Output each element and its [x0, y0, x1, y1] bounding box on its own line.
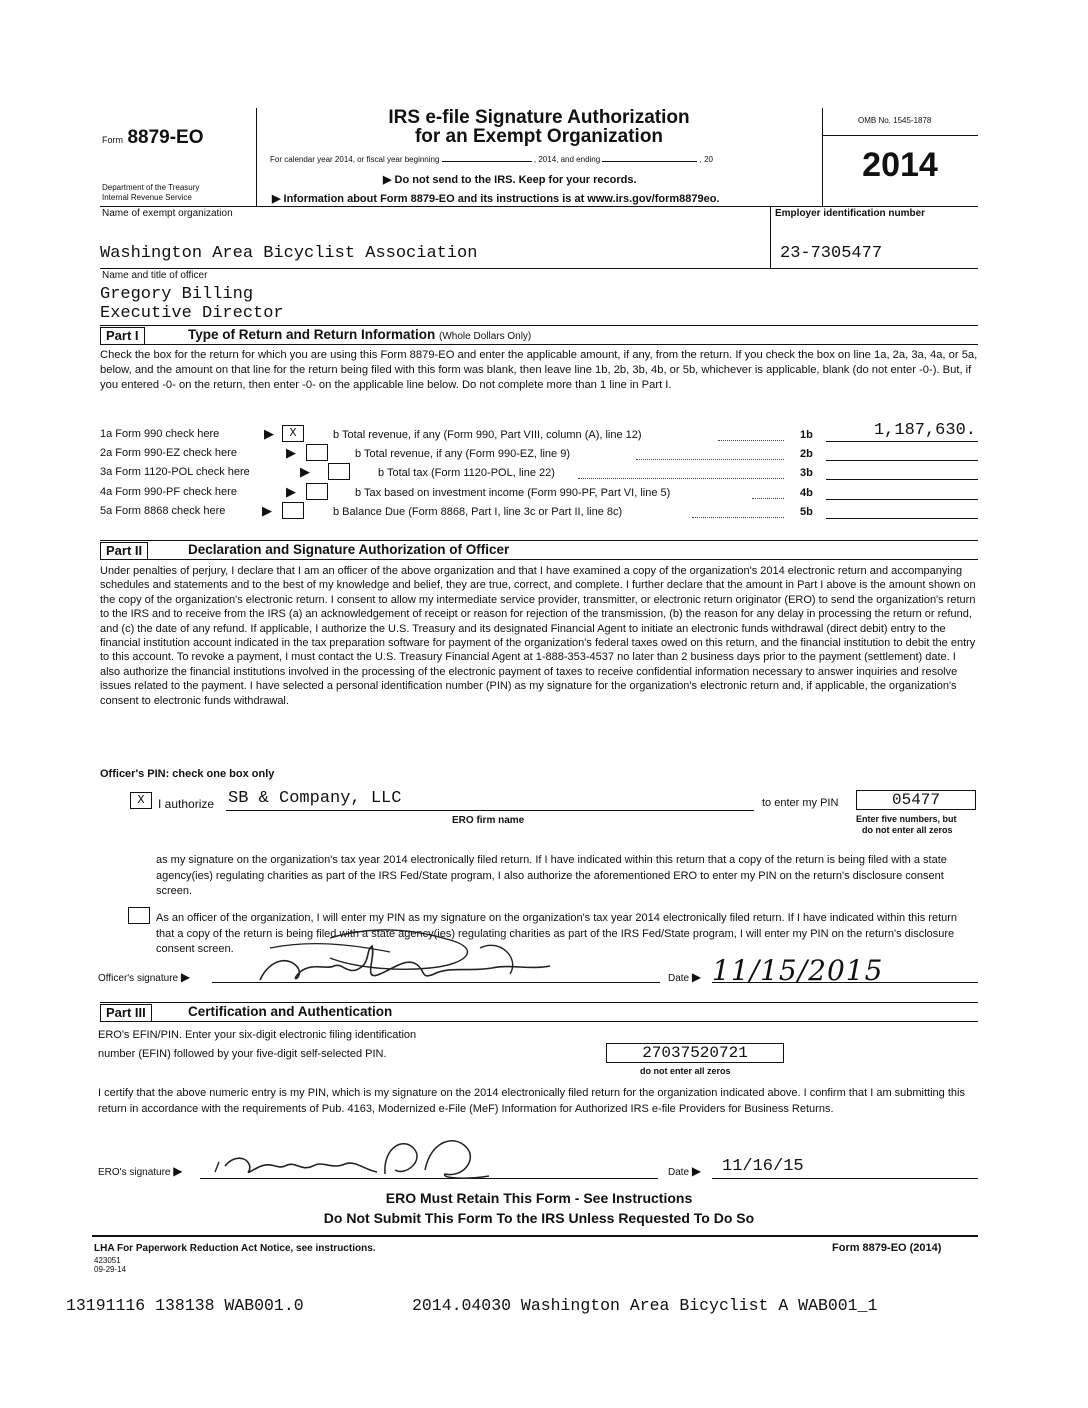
arrow-right-icon: ▶	[383, 174, 392, 186]
lha-notice: LHA For Paperwork Reduction Act Notice, see instructions.	[94, 1243, 376, 1254]
line-5b-underline[interactable]	[826, 518, 978, 519]
officer-signature-text: Officer's signature	[98, 973, 179, 984]
line-2b-number: 2b	[800, 448, 813, 460]
retain-notice-1: ERO Must Retain This Form - See Instructions	[385, 1190, 693, 1206]
line-1b-amount[interactable]: 1,187,630.	[873, 421, 976, 440]
line-2b-label: b Total revenue, if any (Form 990-EZ, line 9)	[355, 448, 571, 460]
retain-notice-2: Do Not Submit This Form To the IRS Unless Requested To Do So	[323, 1210, 755, 1226]
ero-date-line	[712, 1178, 978, 1179]
footer-form-ref: Form 8879-EO (2014)	[832, 1242, 942, 1254]
line-1b-number: 1b	[800, 429, 813, 441]
ero-signature	[205, 1126, 505, 1186]
line-3a-checkbox[interactable]	[328, 463, 350, 480]
line-2a-checkbox[interactable]	[306, 444, 328, 461]
part1-title-text: Type of Return and Return Information	[188, 327, 436, 342]
line-4b-number: 4b	[800, 487, 813, 499]
calendar-year-line	[270, 155, 810, 164]
officer-date-text: Date	[668, 973, 690, 984]
part3-title: Certification and Authentication	[188, 1004, 393, 1019]
part1-title-note: (Whole Dollars Only)	[439, 331, 532, 342]
ero-firm-underline	[226, 810, 754, 811]
ero-date-text: Date	[668, 1167, 690, 1178]
part3-title-border	[100, 1021, 978, 1022]
part2-declaration: Under penalties of perjury, I declare that I am an officer of the above organization and that I have examined a copy of the organization's 2014 electronic return and accompanying schedules and statements and to the best of my knowledge and belief, they are true, correct, and complete. I further declare that the amount in Part I above is the amount shown on the copy of the organization's electronic return. I consent to allow my intermediate service provider, transmitter, or electronic return originator (ERO) to send the organization's return to the IRS and to receive from the IRS (a) an acknowledgement of receipt or reason for rejection of the transmission, (b) the reason for any delay in processing the return or refund, and (c) the date of any refund. If applicable, I authorize the U.S. Treasury and its designated Financial Agent to initiate an electronic funds withdrawal (direct debit) entry to the financial institution account indicated in the tax preparation software for payment of the organization's federal taxes owed on this return, and the financial institution to debit the entry to this account. To revoke a payment, I must contact the U.S. Treasury Financial Agent at 1-888-353-4537 no later than 2 business days prior to the payment (settlement) date. I also authorize the financial institutions involved in the processing of the electronic payment of taxes to receive confidential information necessary to answer inquiries and resolve issues related to the payment. I have selected a personal identification number (PIN) as my signature for the organization's electronic return and, if applicable, the organization's consent to electronic funds withdrawal.	[100, 565, 976, 707]
omb-divider	[822, 135, 978, 136]
officer-signature-label	[98, 970, 190, 984]
omb-number: OMB No. 1545-1878	[858, 116, 932, 125]
org-top-border	[100, 206, 978, 207]
ero-signature-label	[98, 1164, 183, 1178]
info-line	[272, 192, 720, 205]
line-5a-label: 5a Form 8868 check here	[100, 505, 226, 517]
ero-date-label	[668, 1164, 701, 1178]
to-enter-pin-label: to enter my PIN	[762, 797, 839, 809]
arrow-right-icon: ▶	[272, 193, 281, 205]
arrow-right-icon: ▶	[286, 484, 296, 499]
officer-date-line	[712, 982, 978, 983]
org-name-value: Washington Area Bicyclist Association	[100, 244, 478, 263]
form-prefix: Form	[102, 135, 123, 145]
line-1a-label: 1a Form 990 check here	[100, 428, 220, 440]
i-authorize-label: I authorize	[158, 797, 215, 811]
line-5b-number: 5b	[800, 506, 813, 518]
ein-label: Employer identification number	[775, 208, 926, 219]
form-code-1: 423051	[94, 1256, 121, 1265]
efin-note: do not enter all zeros	[640, 1066, 731, 1076]
calendar-year-mid: , 2014, and ending	[533, 155, 601, 164]
batch-id-right: 2014.04030 Washington Area Bicyclist A WAB001_1	[412, 1296, 878, 1315]
line-1b-leader	[718, 440, 784, 441]
ein-value: 23-7305477	[780, 244, 883, 263]
certification-text: I certify that the above numeric entry is my PIN, which is my signature on the 2014 electronically filed return for the organization indicated above. I confirm that I am submitting this return in accordance with the requirements of Pub. 4163, Modernized e-File (MeF) Information for Authorized IRS e-file Providers for Business Returns.	[98, 1087, 965, 1115]
fiscal-end-field[interactable]	[602, 161, 697, 162]
arrow-right-icon: ▶	[173, 1164, 183, 1178]
line-4b-label: b Tax based on investment income (Form 990-PF, Part VI, line 5)	[355, 487, 671, 499]
arrow-right-icon: ▶	[691, 1164, 702, 1178]
calendar-year-label: For calendar year 2014, or fiscal year beginning	[270, 155, 440, 164]
officer-label: Name and title of officer	[102, 270, 208, 281]
part2-top-border	[100, 540, 978, 541]
form-title-line-1: IRS e-file Signature Authorization	[388, 107, 690, 128]
line-3b-number: 3b	[800, 467, 813, 479]
line-2a-label: 2a Form 990-EZ check here	[100, 447, 237, 459]
part2-tag: Part II	[100, 542, 148, 560]
line-1b-underline	[826, 441, 978, 442]
efin-pin-box[interactable]: 27037520721	[606, 1043, 784, 1063]
ero-firm-label: ERO firm name	[452, 815, 525, 826]
pin-note-2: do not enter all zeros	[862, 825, 953, 835]
form-title-line-2: for an Exempt Organization	[414, 126, 664, 147]
calendar-year-end: , 20	[699, 155, 713, 164]
officer-pin-box[interactable]: 05477	[856, 790, 976, 810]
part3-tag: Part III	[100, 1004, 152, 1022]
officer-signature	[230, 918, 590, 996]
arrow-right-icon: ▶	[180, 970, 191, 984]
ero-signature-text: ERO's signature	[98, 1167, 171, 1178]
pin-heading: Officer's PIN: check one box only	[100, 768, 275, 780]
officer-enter-pin-checkbox[interactable]	[128, 907, 150, 924]
line-3b-label: b Total tax (Form 1120-POL, line 22)	[378, 467, 555, 479]
part1-tag: Part I	[100, 327, 145, 345]
part1-top-border	[100, 325, 978, 326]
part1-instructions: Check the box for the return for which you are using this Form 8879-EO and enter the applicable amount, if any, from the return. If you check the box on line 1a, 2a, 3a, 4a, or 5a, below, and the amount on that line for the return being filed with this form was blank, then leave line 1b, 2b, 3b, 4b, or 5b, whichever is applicable, blank (do not enter -0-). But, if you entered -0- on the return, then enter -0- on the applicable line below. Do not complete more than 1 line in Part I.	[100, 349, 978, 391]
ero-firm-name[interactable]: SB & Company, LLC	[228, 789, 402, 808]
line-3b-underline[interactable]	[826, 479, 978, 480]
line-5b-label: b Balance Due (Form 8868, Part I, line 3c or Part II, line 8c)	[333, 506, 623, 518]
form-number: 8879-EO	[127, 127, 204, 148]
line-2b-leader	[636, 459, 784, 460]
info-line-text: Information about Form 8879-EO and its instructions is at www.irs.gov/form8879eo.	[283, 193, 720, 205]
line-4a-label: 4a Form 990-PF check here	[100, 486, 237, 498]
ein-divider	[770, 206, 771, 268]
line-2b-underline[interactable]	[826, 460, 978, 461]
box1-text: as my signature on the organization's tax year 2014 electronically filed return. If I have indicated within this return that a copy of the return is being filed with a state agency(ies) regulating charities as part of the IRS Fed/State program, I also authorize the aforementioned ERO to enter my PIN on the return's disclosure consent screen.	[156, 854, 947, 897]
arrow-right-icon: ▶	[691, 970, 702, 984]
tax-year: 2014	[862, 146, 938, 184]
arrow-right-icon: ▶	[264, 426, 274, 441]
pin-note-1: Enter five numbers, but	[856, 814, 957, 824]
authorize-ero-checkbox[interactable]: X	[130, 792, 152, 809]
efin-line-2: number (EFIN) followed by your five-digit self-selected PIN.	[98, 1048, 387, 1060]
do-not-send-notice	[383, 173, 637, 186]
line-3a-label: 3a Form 1120-POL check here	[100, 466, 250, 478]
line-1a-checkbox[interactable]: X	[282, 425, 304, 442]
officer-date-label	[668, 970, 701, 984]
officer-name: Gregory Billing	[100, 285, 254, 304]
part1-title	[188, 327, 531, 342]
fiscal-begin-field[interactable]	[442, 161, 532, 162]
line-4b-underline[interactable]	[826, 499, 978, 500]
line-5b-leader	[692, 517, 784, 518]
line-4b-leader	[752, 498, 784, 499]
footer-border	[92, 1235, 978, 1237]
do-not-send-text: Do not send to the IRS. Keep for your records.	[394, 174, 637, 186]
line-3b-leader	[578, 478, 784, 479]
part2-title-border	[100, 559, 978, 560]
box2-text: As an officer of the organization, I will enter my PIN as my signature on the organization's tax year 2014 electronically filed return. If I have indicated within this return that a copy of the return is being filed with a state agency(ies) regulating charities as part of the IRS Fed/State program, I will enter my PIN on the return's disclosure consent screen.	[156, 912, 958, 955]
part3-top-border	[100, 1002, 978, 1003]
officer-date-value[interactable]: 11/15/2015	[712, 954, 884, 987]
form-number-block	[102, 127, 204, 149]
line-5a-checkbox[interactable]	[282, 502, 304, 519]
org-name-label: Name of exempt organization	[102, 208, 233, 219]
officer-title: Executive Director	[100, 304, 284, 323]
batch-id-left: 13191116 138138 WAB001.0	[66, 1296, 304, 1315]
arrow-right-icon: ▶	[286, 445, 296, 460]
dept-line-1: Department of the Treasury	[102, 183, 200, 192]
arrow-right-icon: ▶	[262, 503, 272, 518]
line-4a-checkbox[interactable]	[306, 483, 328, 500]
arrow-right-icon: ▶	[300, 464, 310, 479]
ero-date-value[interactable]: 11/16/15	[722, 1157, 804, 1176]
org-bottom-border	[100, 268, 978, 269]
efin-line-1: ERO's EFIN/PIN. Enter your six-digit electronic filing identification	[98, 1029, 417, 1041]
part1-title-border	[100, 344, 978, 345]
line-1b-label: b Total revenue, if any (Form 990, Part VIII, column (A), line 12)	[333, 429, 642, 441]
form-code-2: 09-29-14	[94, 1265, 127, 1274]
part2-title: Declaration and Signature Authorization of Officer	[188, 542, 510, 557]
dept-line-2: Internal Revenue Service	[102, 193, 192, 202]
